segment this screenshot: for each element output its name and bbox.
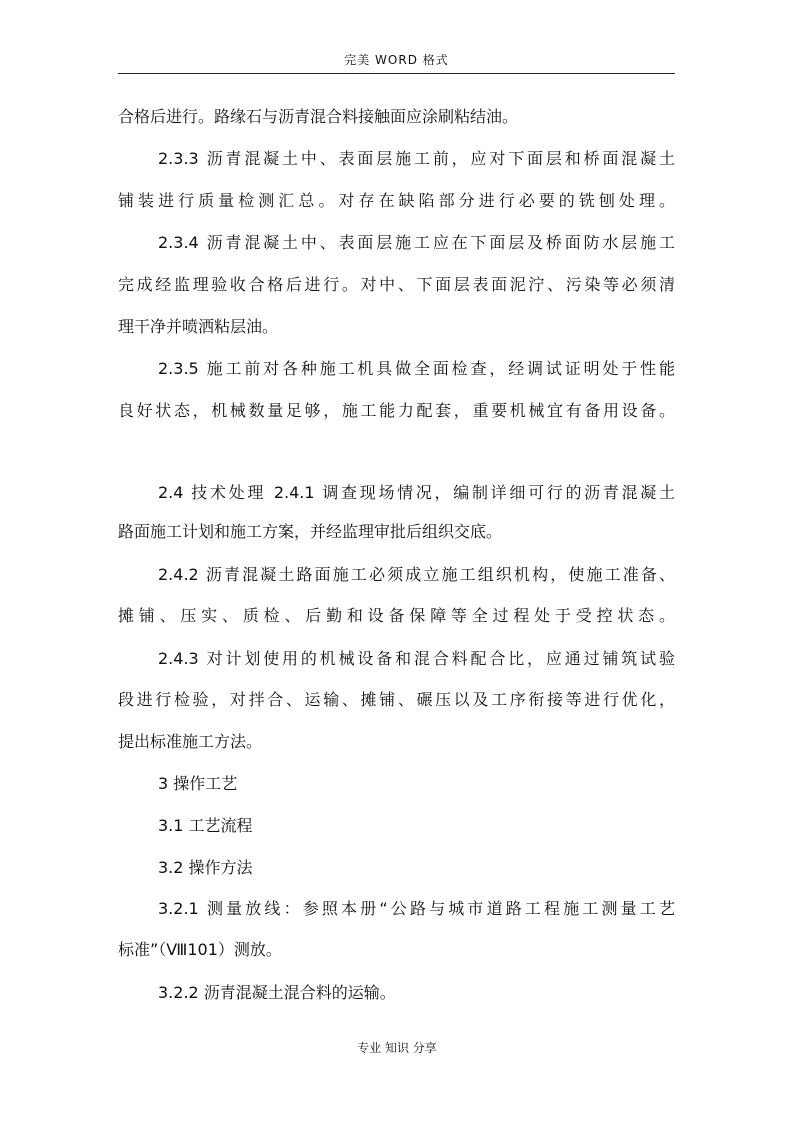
text-line: 合格后进行。路缘石与沥青混合料接触面应涂刷粘结油。 (118, 107, 519, 126)
text-line: 路面施工计划和施工方案，并经监理审批后组织交底。 (118, 522, 503, 541)
section-heading: 3.1 工艺流程 (158, 816, 253, 835)
text-line: 3.2.2 沥青混凝土混合料的运输。 (158, 983, 396, 1002)
page-footer: 专业 知识 分享 (357, 1041, 437, 1055)
text-line: 2.4.2 沥青混凝土路面施工必须成立施工组织机构，使施工准备、 (158, 565, 675, 584)
text-line: 提出标准施工方法。 (118, 732, 263, 751)
text-line: 段进行检验，对拌合、运输、摊铺、碾压以及工序衔接等进行优化， (118, 690, 675, 709)
text-line: 3.2.1 测量放线：参照本册“公路与城市道路工程施工测量工艺 (158, 899, 675, 918)
header-divider (118, 73, 675, 74)
text-line: 2.3.4 沥青混凝土中、表面层施工应在下面层及桥面防水层施工 (158, 233, 675, 252)
text-line: 完成经监理验收合格后进行。对中、下面层表面泥泞、污染等必须清 (118, 275, 675, 294)
text-line: 2.3.3 沥青混凝土中、表面层施工前，应对下面层和桥面混凝土 (158, 149, 675, 168)
text-line: 摊铺、压实、质检、后勤和设备保障等全过程处于受控状态。 (118, 606, 675, 625)
text-line: 铺装进行质量检测汇总。对存在缺陷部分进行必要的铣刨处理。 (118, 191, 675, 210)
section-heading: 3.2 操作方法 (158, 858, 253, 877)
page-header: 完美 WORD 格式 (344, 53, 449, 67)
text-line: 标准”（Ⅷ101）测放。 (118, 940, 282, 959)
text-line: 2.4.3 对计划使用的机械设备和混合料配合比，应通过铺筑试验 (158, 649, 675, 668)
section-heading: 3 操作工艺 (158, 774, 238, 793)
text-line: 2.3.5 施工前对各种施工机具做全面检查，经调试证明处于性能 (158, 359, 675, 378)
text-line: 良好状态，机械数量足够，施工能力配套，重要机械宜有备用设备。 (118, 401, 675, 420)
text-line: 理干净并喷洒粘层油。 (118, 317, 279, 336)
text-line: 2.4 技术处理 2.4.1 调查现场情况，编制详细可行的沥青混凝土 (158, 483, 675, 502)
